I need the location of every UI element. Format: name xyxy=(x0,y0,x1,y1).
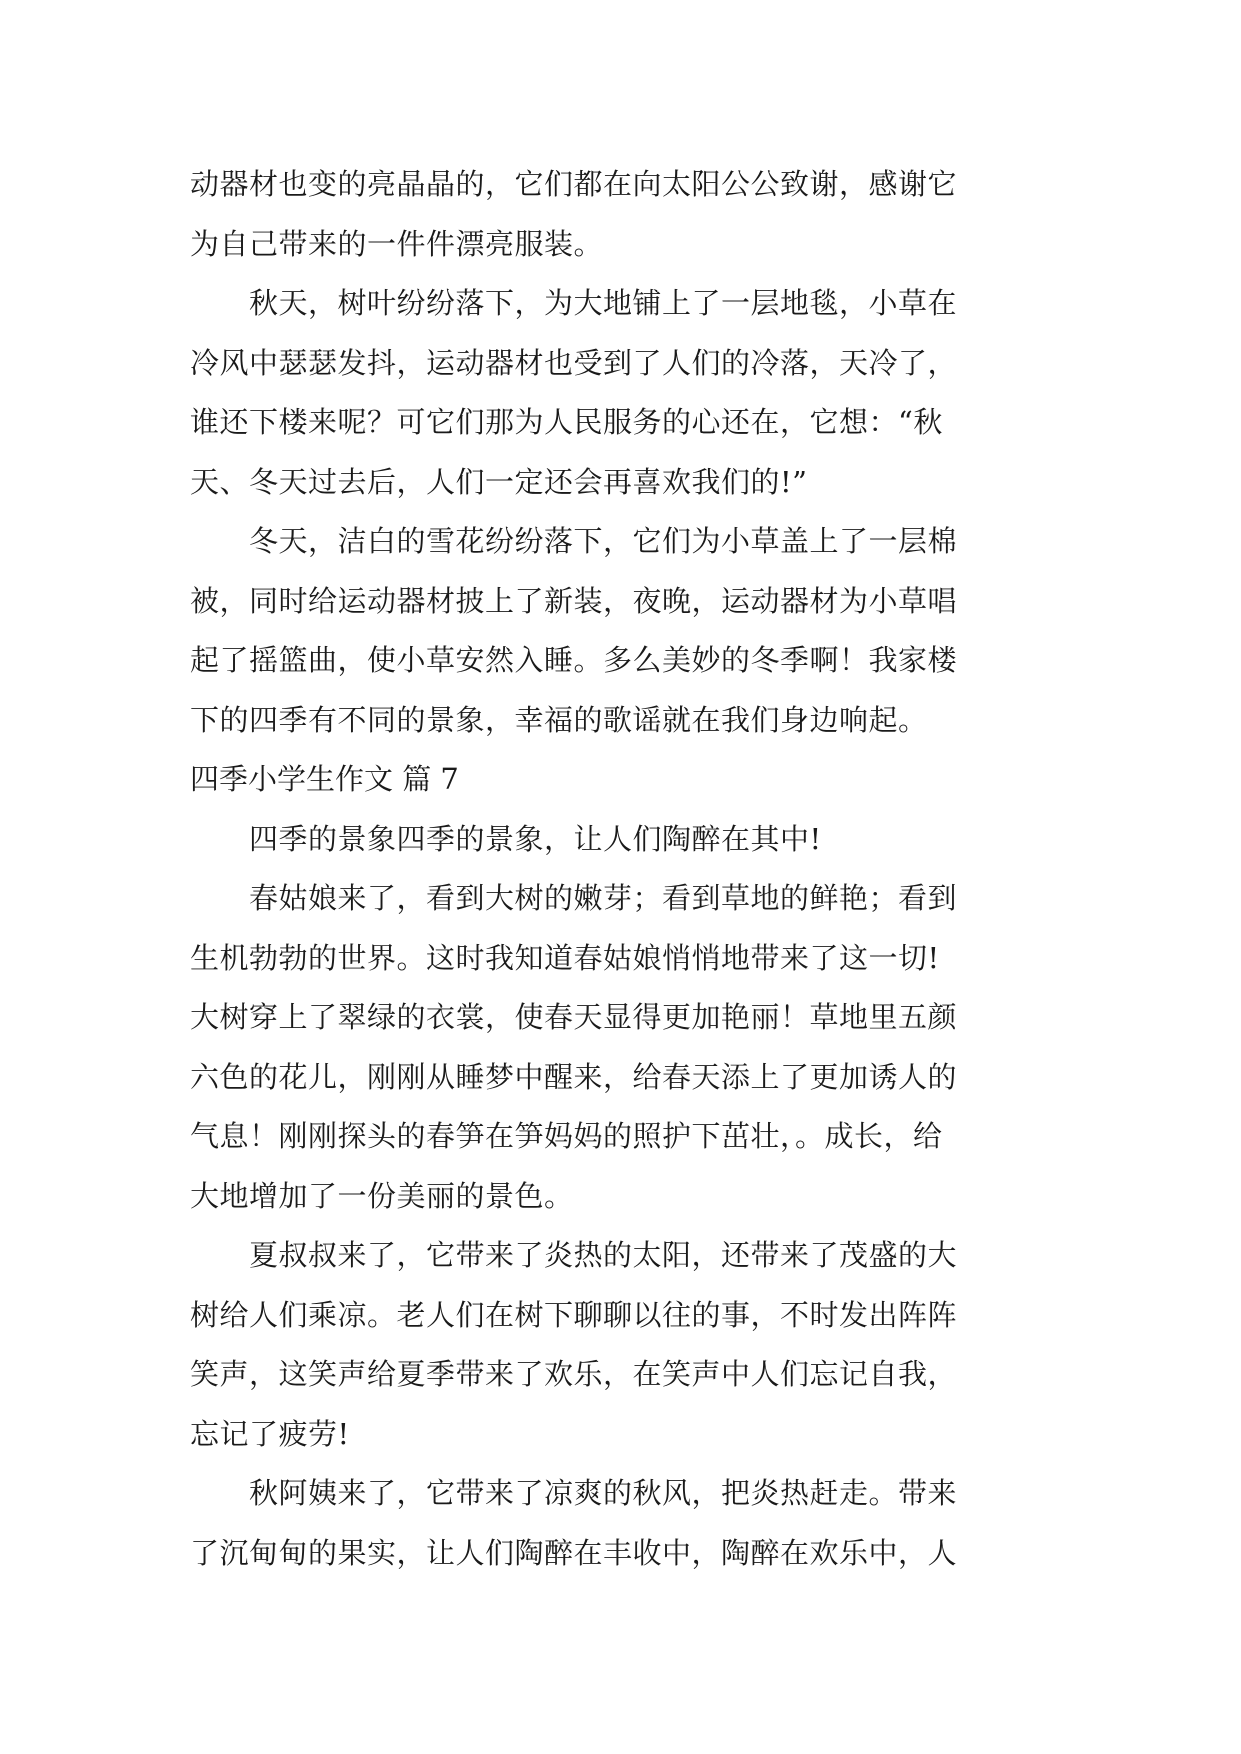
text-line: 大树穿上了翠绿的衣裳，使春天显得更加艳丽！草地里五颜 xyxy=(190,1000,958,1034)
document-page xyxy=(190,155,1060,1583)
text-line: 四季的景象四季的景象，让人们陶醉在其中! xyxy=(190,821,822,856)
text-line: 了沉甸甸的果实，让人们陶醉在丰收中，陶醉在欢乐中，人 xyxy=(190,1535,958,1570)
text-line: 冬天，洁白的雪花纷纷落下，它们为小草盖上了一层棉 xyxy=(190,524,958,558)
text-line: 动器材也变的亮晶晶的，它们都在向太阳公公致谢，感谢它 xyxy=(190,167,958,201)
text-line: 天、冬天过去后，人们一定还会再喜欢我们的!” xyxy=(190,464,808,499)
text-line: 谁还下楼来呢？可它们那为人民服务的心还在，它想：“秋 xyxy=(190,405,943,439)
text-line: 为自己带来的一件件漂亮服装。 xyxy=(190,226,604,261)
text-line: 被，同时给运动器材披上了新装，夜晚，运动器材为小草唱 xyxy=(190,583,958,618)
text-line: 气息！刚刚探头的春笋在笋妈妈的照护下茁壮，。成长，给 xyxy=(190,1119,943,1153)
text-line: 冷风中瑟瑟发抖，运动器材也受到了人们的冷落，天冷了， xyxy=(190,345,958,380)
text-line: 下的四季有不同的景象，幸福的歌谣就在我们身边响起。 xyxy=(190,702,928,737)
text-line: 春姑娘来了，看到大树的嫩芽；看到草地的鲜艳；看到 xyxy=(190,881,958,915)
text-line: 笑声，这笑声给夏季带来了欢乐，在笑声中人们忘记自我， xyxy=(190,1357,958,1391)
section-heading: 四季小学生作文 篇 7 xyxy=(190,762,459,796)
text-line: 秋阿姨来了，它带来了凉爽的秋风，把炎热赶走。带来 xyxy=(190,1476,958,1510)
text-line: 树给人们乘凉。老人们在树下聊聊以往的事，不时发出阵阵 xyxy=(190,1297,958,1332)
text-line: 大地增加了一份美丽的景色。 xyxy=(190,1178,574,1213)
text-line: 忘记了疲劳! xyxy=(190,1416,350,1451)
text-line: 夏叔叔来了，它带来了炎热的太阳，还带来了茂盛的大 xyxy=(190,1238,958,1272)
text-line: 生机勃勃的世界。这时我知道春姑娘悄悄地带来了这一切! xyxy=(190,940,940,975)
text-line: 秋天，树叶纷纷落下，为大地铺上了一层地毯，小草在 xyxy=(190,286,958,320)
text-line: 六色的花儿，刚刚从睡梦中醒来，给春天添上了更加诱人的 xyxy=(190,1059,958,1094)
text-line: 起了摇篮曲，使小草安然入睡。多么美妙的冬季啊！我家楼 xyxy=(190,643,958,677)
